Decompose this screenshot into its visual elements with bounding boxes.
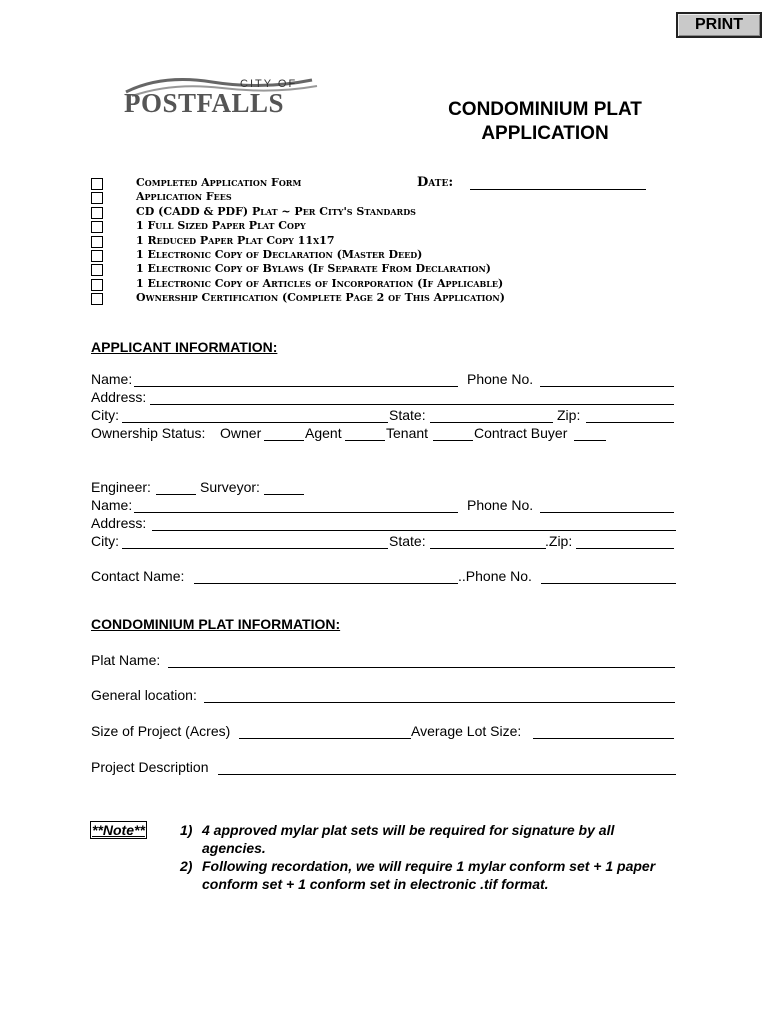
- applicant-section-heading: APPLICANT INFORMATION:: [91, 339, 278, 355]
- general-location-field[interactable]: [204, 686, 675, 703]
- tenant-label: Tenant: [386, 425, 429, 441]
- general-location-label: General location:: [91, 687, 197, 703]
- checkbox[interactable]: [91, 264, 103, 276]
- engineer-name-field[interactable]: [134, 496, 458, 513]
- checklist-label: Ownership Certification (Complete Page 2 of This Application): [136, 291, 505, 305]
- agent-field[interactable]: [345, 424, 385, 441]
- applicant-phone-field[interactable]: [540, 370, 674, 387]
- engineer-phone-field[interactable]: [540, 496, 674, 513]
- note-text: 4 approved mylar plat sets will be required for signature by all agencies.: [202, 822, 615, 856]
- project-size-field[interactable]: [239, 722, 411, 739]
- average-lot-size-field[interactable]: [533, 722, 674, 739]
- contact-name-field[interactable]: [194, 567, 458, 584]
- checkbox[interactable]: [91, 250, 103, 262]
- note-text: Following recordation, we will require 1 mylar conform set + 1 paper conform set + 1 conform set in electronic .tif format.: [202, 858, 656, 892]
- checklist-label: Completed Application Form: [136, 176, 302, 189]
- checkbox[interactable]: [91, 221, 103, 233]
- checkbox[interactable]: [91, 236, 103, 248]
- checkbox[interactable]: [91, 207, 103, 219]
- note-number: 2): [180, 858, 193, 874]
- applicant-name-field[interactable]: [134, 370, 458, 387]
- note-list: [180, 821, 680, 893]
- logo-name: POSTFALLS: [124, 88, 285, 118]
- applicant-zip-field[interactable]: [586, 406, 674, 423]
- plat-name-label: Plat Name:: [91, 652, 161, 668]
- checkbox[interactable]: [91, 279, 103, 291]
- applicant-address-label: Address:: [91, 389, 147, 405]
- project-description-field[interactable]: [218, 758, 676, 775]
- engineer-address-field[interactable]: [152, 514, 676, 531]
- project-size-label: Size of Project (Acres): [91, 723, 231, 739]
- date-field[interactable]: [470, 189, 646, 190]
- surveyor-field[interactable]: [264, 478, 304, 495]
- checkbox[interactable]: [91, 192, 103, 204]
- title-line-2: APPLICATION: [481, 123, 609, 144]
- tenant-field[interactable]: [433, 424, 473, 441]
- agent-label: Agent: [305, 425, 342, 441]
- applicant-name-label: Name:: [91, 371, 133, 387]
- applicant-state-label: State:: [389, 407, 426, 423]
- note-label-text: **Note**: [92, 822, 145, 838]
- applicant-state-field[interactable]: [430, 406, 553, 423]
- checklist-label: 1 Full Sized Paper Plat Copy: [136, 219, 306, 233]
- applicant-address-field[interactable]: [150, 388, 674, 405]
- engineer-phone-label: Phone No.: [467, 497, 534, 513]
- date-label: Date:: [417, 175, 454, 190]
- note-item: [180, 821, 680, 857]
- checklist-label: 1 Electronic Copy of Articles of Incorporation (If Applicable): [136, 276, 504, 290]
- engineer-zip-field[interactable]: [576, 532, 674, 549]
- engineer-field[interactable]: [156, 478, 196, 495]
- note-item: [180, 857, 680, 893]
- logo-city-of: CITY OF: [240, 78, 298, 90]
- engineer-name-label: Name:: [91, 497, 133, 513]
- checklist-label: 1 Electronic Copy of Declaration (Master Deed): [136, 247, 423, 261]
- applicant-city-field[interactable]: [122, 406, 388, 423]
- applicant-city-label: City:: [91, 407, 119, 423]
- average-lot-size-label: Average Lot Size:: [411, 723, 522, 739]
- checklist-label: Application Fees: [136, 190, 232, 204]
- checklist-label: 1 Reduced Paper Plat Copy 11x17: [136, 233, 335, 247]
- engineer-city-field[interactable]: [122, 532, 388, 549]
- note-label: [90, 821, 147, 839]
- title-line-1: CONDOMINIUM PLAT: [448, 99, 642, 120]
- checklist-label: CD (CADD & PDF) Plat ~ Per City's Standards: [136, 204, 416, 218]
- note-number: 1): [180, 822, 193, 838]
- checklist-label: 1 Electronic Copy of Bylaws (If Separate From Declaration): [136, 262, 491, 276]
- engineer-label: Engineer:: [91, 479, 151, 495]
- page-title: [420, 98, 670, 146]
- contact-phone-label: ..Phone No.: [458, 568, 532, 584]
- owner-label: Owner: [220, 425, 262, 441]
- engineer-address-label: Address:: [91, 515, 147, 531]
- print-button[interactable]: PRINT: [676, 12, 762, 38]
- city-logo: [122, 72, 322, 122]
- ownership-status-label: Ownership Status:: [91, 425, 206, 441]
- engineer-state-label: State:: [389, 533, 426, 549]
- engineer-state-field[interactable]: [430, 532, 546, 549]
- surveyor-label: Surveyor:: [200, 479, 260, 495]
- checkbox[interactable]: [91, 178, 103, 190]
- contract-buyer-label: Contract Buyer: [474, 425, 568, 441]
- contract-buyer-field[interactable]: [574, 424, 606, 441]
- contact-phone-field[interactable]: [541, 567, 676, 584]
- engineer-city-label: City:: [91, 533, 119, 549]
- contact-name-label: Contact Name:: [91, 568, 185, 584]
- engineer-zip-label: .Zip:: [545, 533, 573, 549]
- plat-name-field[interactable]: [168, 651, 675, 668]
- applicant-zip-label: Zip:: [557, 407, 581, 423]
- checkbox[interactable]: [91, 293, 103, 305]
- owner-field[interactable]: [264, 424, 304, 441]
- plat-section-heading: CONDOMINIUM PLAT INFORMATION:: [91, 616, 341, 632]
- applicant-phone-label: Phone No.: [467, 371, 534, 387]
- project-description-label: Project Description: [91, 759, 209, 775]
